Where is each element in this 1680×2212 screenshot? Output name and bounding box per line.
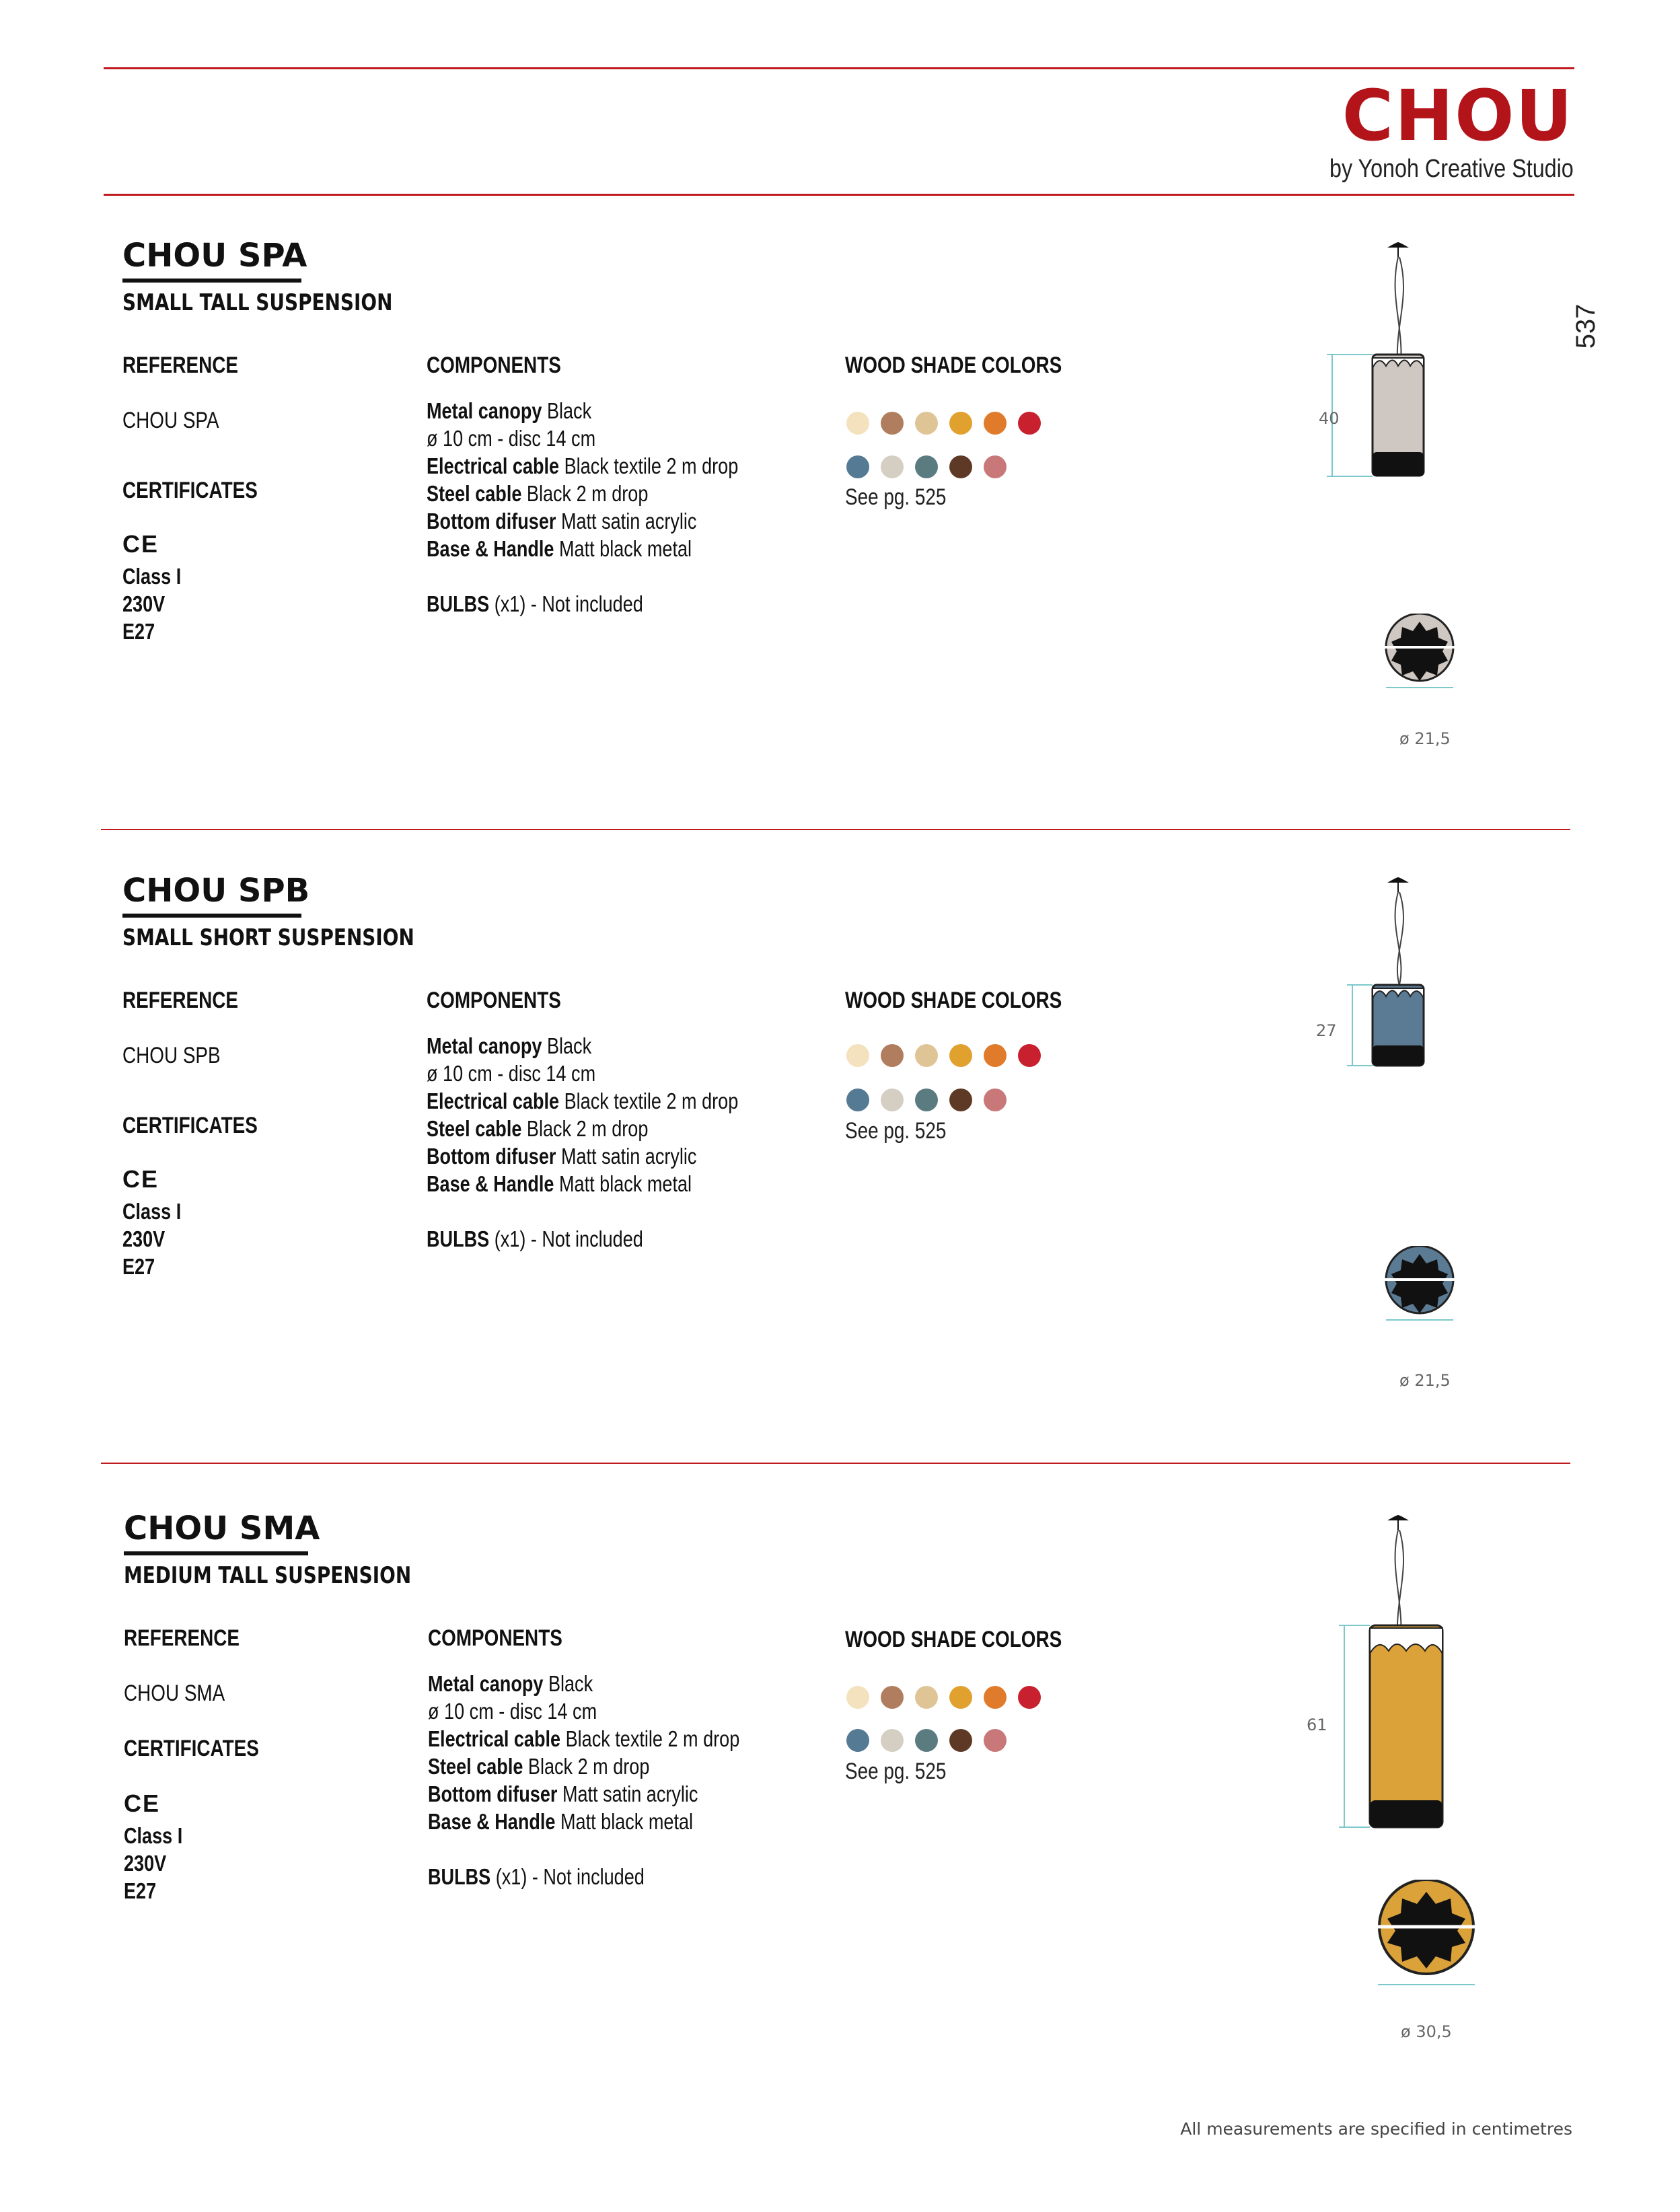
lamp-top-drawing <box>1366 1880 1487 2001</box>
color-swatch <box>881 1044 904 1067</box>
comp-value: Black 2 m drop <box>523 1754 650 1779</box>
lamp-side-drawing <box>1312 237 1487 492</box>
color-swatch <box>949 1729 972 1752</box>
see-page-note: See pg. 525 <box>845 1759 947 1784</box>
bulbs-label: BULBS <box>427 1226 490 1251</box>
color-swatch <box>1018 1686 1041 1709</box>
diameter-dimension: ø 30,5 <box>1401 2022 1452 2041</box>
reference-value: CHOU SPA <box>122 408 219 433</box>
components-list <box>427 1032 738 1253</box>
product-title: CHOU SMA <box>124 1510 320 1547</box>
certificate-list <box>122 562 181 645</box>
comp-label: Bottom difuser <box>427 509 556 533</box>
color-swatch <box>846 1729 869 1752</box>
certificate-list <box>124 1822 182 1905</box>
comp-label: Steel cable <box>428 1754 523 1779</box>
components-list <box>427 397 738 618</box>
product-subtitle: SMALL SHORT SUSPENSION <box>122 924 414 951</box>
height-dimension: 27 <box>1316 1021 1337 1040</box>
product-title: CHOU SPA <box>122 237 307 274</box>
title-underline <box>122 914 301 918</box>
color-swatch <box>915 412 938 435</box>
color-swatch <box>846 455 869 478</box>
cert-voltage: 230V <box>124 1851 167 1876</box>
comp-value: Black <box>543 1671 593 1696</box>
cert-class: Class I <box>124 1823 183 1848</box>
comp-value: Matt satin acrylic <box>557 1781 698 1806</box>
color-swatch <box>984 455 1007 478</box>
comp-value: Matt black metal <box>554 1171 692 1196</box>
color-swatch <box>949 1089 972 1111</box>
color-swatch <box>846 412 869 435</box>
bulbs-value: (x1) - Not included <box>489 1226 643 1251</box>
color-swatch <box>1018 412 1041 435</box>
color-swatch <box>915 1044 938 1067</box>
color-swatch <box>915 1686 938 1709</box>
footer-note: All measurements are specified in centimetres <box>1180 2119 1572 2139</box>
cert-socket: E27 <box>122 619 155 644</box>
color-swatch <box>984 1729 1007 1752</box>
color-swatch <box>881 1686 904 1709</box>
height-dimension: 40 <box>1319 409 1340 428</box>
color-swatch <box>881 1089 904 1111</box>
reference-value: CHOU SPB <box>122 1043 221 1068</box>
color-swatch <box>949 412 972 435</box>
brand-title: CHOU <box>1342 75 1574 157</box>
certificates-header: CERTIFICATES <box>122 1113 258 1138</box>
brand-subtitle: by Yonoh Creative Studio <box>1329 155 1574 183</box>
bulbs-label: BULBS <box>427 591 490 616</box>
lamp-top-drawing <box>1373 614 1467 708</box>
color-swatch <box>881 455 904 478</box>
comp-label: Metal canopy <box>427 1033 542 1058</box>
comp-label: Steel cable <box>427 481 522 506</box>
color-swatch <box>949 1686 972 1709</box>
lamp-side-drawing <box>1312 872 1487 1080</box>
diameter-dimension: ø 21,5 <box>1399 1371 1451 1390</box>
comp-label: Metal canopy <box>428 1671 544 1696</box>
color-swatch <box>846 1089 869 1111</box>
comp-value: Matt satin acrylic <box>556 1144 697 1169</box>
certificate-list <box>122 1197 181 1280</box>
comp-value: Black textile 2 m drop <box>560 1726 740 1751</box>
comp-value: Black <box>542 1033 592 1058</box>
components-header: COMPONENTS <box>427 353 561 378</box>
cert-class: Class I <box>122 564 182 589</box>
title-underline <box>122 279 301 283</box>
cert-socket: E27 <box>124 1878 157 1903</box>
header-top-rule <box>104 67 1574 69</box>
bulbs-value: (x1) - Not included <box>489 591 643 616</box>
color-swatch <box>915 1089 938 1111</box>
product-title: CHOU SPB <box>122 872 310 910</box>
components-header: COMPONENTS <box>428 1625 562 1651</box>
comp-label: Metal canopy <box>427 398 542 423</box>
lamp-top-drawing <box>1373 1246 1467 1340</box>
reference-header: REFERENCE <box>122 988 238 1013</box>
color-swatch <box>915 455 938 478</box>
height-dimension: 61 <box>1307 1716 1327 1734</box>
certificates-header: CERTIFICATES <box>124 1736 259 1761</box>
ce-mark-icon: CE <box>124 1790 161 1817</box>
comp-value: ø 10 cm - disc 14 cm <box>427 426 596 451</box>
color-swatch <box>1018 1044 1041 1067</box>
comp-value: Black textile 2 m drop <box>559 453 739 478</box>
components-header: COMPONENTS <box>427 988 561 1013</box>
comp-value: Matt satin acrylic <box>556 509 697 533</box>
comp-value: Black 2 m drop <box>521 1116 649 1141</box>
page-number: 537 <box>1571 303 1601 349</box>
color-swatch <box>984 1044 1007 1067</box>
see-page-note: See pg. 525 <box>845 484 947 510</box>
bulbs-value: (x1) - Not included <box>490 1864 645 1889</box>
reference-header: REFERENCE <box>124 1625 240 1651</box>
comp-label: Electrical cable <box>427 1089 560 1113</box>
color-swatch <box>881 1729 904 1752</box>
brand-block <box>1286 75 1574 184</box>
header-bottom-rule <box>104 194 1574 196</box>
section-divider <box>101 829 1570 830</box>
comp-label: Electrical cable <box>428 1726 561 1751</box>
comp-label: Base & Handle <box>427 1171 554 1196</box>
color-swatch <box>949 1044 972 1067</box>
bulbs-label: BULBS <box>428 1864 491 1889</box>
cert-voltage: 230V <box>122 591 166 616</box>
product-subtitle: SMALL TALL SUSPENSION <box>122 289 393 316</box>
comp-value: Black textile 2 m drop <box>559 1089 739 1113</box>
comp-value: Black 2 m drop <box>521 481 649 506</box>
ce-mark-icon: CE <box>122 530 159 558</box>
wood-colors-header: WOOD SHADE COLORS <box>845 353 1062 378</box>
cert-voltage: 230V <box>122 1226 166 1251</box>
comp-label: Base & Handle <box>427 536 554 561</box>
comp-label: Bottom difuser <box>428 1781 558 1806</box>
ce-mark-icon: CE <box>122 1165 159 1193</box>
color-swatch <box>984 1686 1007 1709</box>
cert-class: Class I <box>122 1199 182 1224</box>
title-underline <box>124 1551 308 1555</box>
wood-colors-header: WOOD SHADE COLORS <box>845 988 1062 1013</box>
comp-label: Bottom difuser <box>427 1144 556 1169</box>
color-swatch <box>915 1729 938 1752</box>
cert-socket: E27 <box>122 1254 155 1279</box>
reference-value: CHOU SMA <box>124 1681 225 1706</box>
color-swatch <box>949 455 972 478</box>
comp-label: Steel cable <box>427 1116 522 1141</box>
see-page-note: See pg. 525 <box>845 1118 947 1144</box>
color-swatch <box>846 1044 869 1067</box>
comp-value: Matt black metal <box>555 1809 694 1834</box>
comp-value: Black <box>542 398 592 423</box>
color-swatch <box>846 1686 869 1709</box>
lamp-side-drawing <box>1312 1510 1487 1839</box>
certificates-header: CERTIFICATES <box>122 478 258 503</box>
comp-value: Matt black metal <box>554 536 692 561</box>
color-swatch <box>881 412 904 435</box>
components-list <box>428 1670 739 1890</box>
product-subtitle: MEDIUM TALL SUSPENSION <box>124 1562 412 1589</box>
color-swatch <box>984 412 1007 435</box>
comp-label: Base & Handle <box>428 1809 556 1834</box>
comp-value: ø 10 cm - disc 14 cm <box>427 1061 596 1086</box>
color-swatch <box>984 1089 1007 1111</box>
diameter-dimension: ø 21,5 <box>1399 729 1451 748</box>
reference-header: REFERENCE <box>122 353 238 378</box>
comp-label: Electrical cable <box>427 453 560 478</box>
comp-value: ø 10 cm - disc 14 cm <box>428 1699 597 1724</box>
wood-colors-header: WOOD SHADE COLORS <box>845 1627 1062 1652</box>
section-divider <box>101 1463 1570 1464</box>
